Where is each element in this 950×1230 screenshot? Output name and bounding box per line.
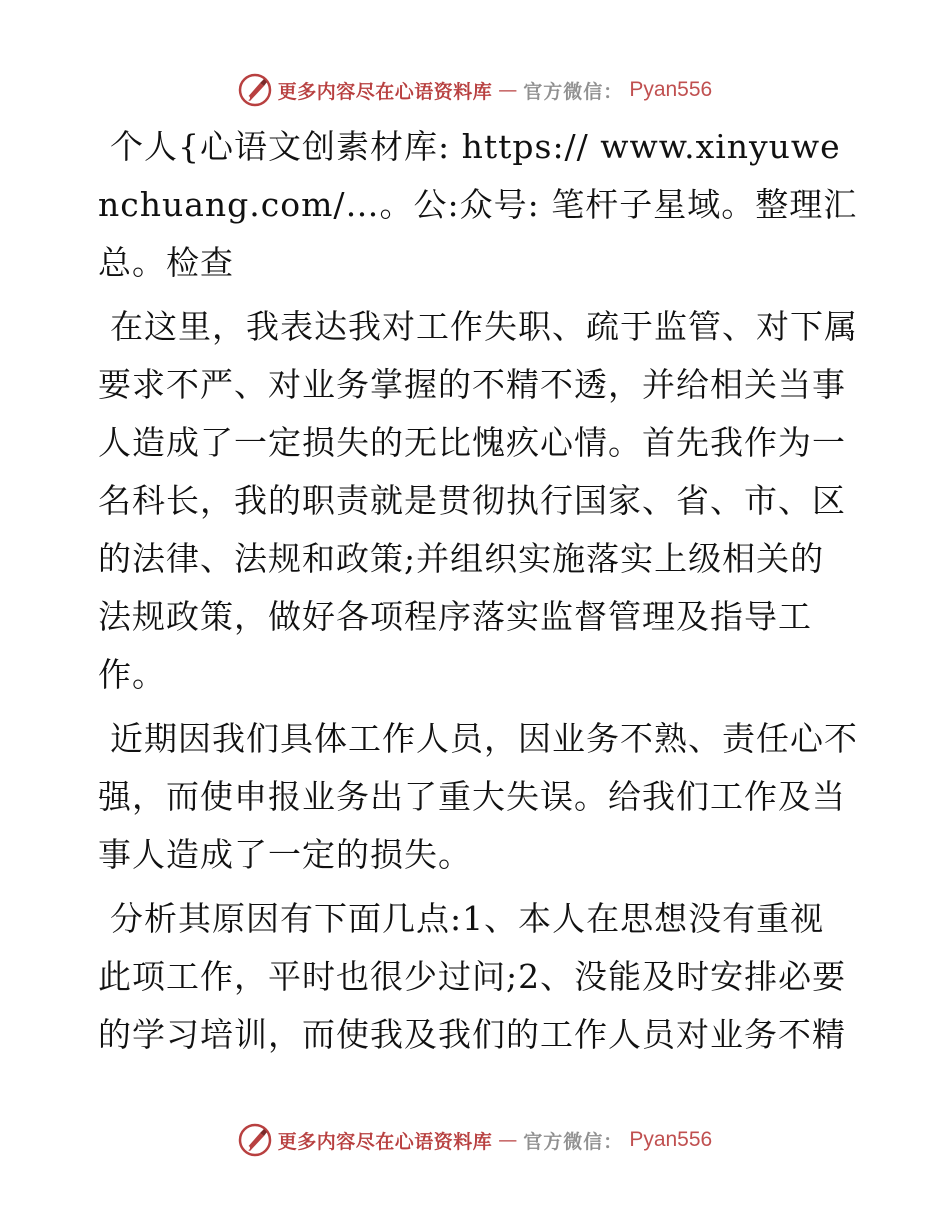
banner-title: 更多内容尽在心语资料库 bbox=[277, 80, 493, 103]
paragraph-text: 近期因我们具体工作人员，因业务不熟、责任心不强，而使申报业务出了重大失误。给我们工作及当事人造成了一定的损失。 bbox=[98, 719, 858, 874]
paragraph-source-note bbox=[98, 118, 858, 292]
paragraph-analysis bbox=[98, 890, 858, 1064]
pen-logo-icon bbox=[238, 1123, 272, 1157]
banner-wechat-label: 官方微信： bbox=[523, 1130, 624, 1153]
banner-wechat-id: Pyan556 bbox=[629, 1128, 713, 1151]
banner-title: 更多内容尽在心语资料库 bbox=[277, 1130, 493, 1153]
document-body bbox=[98, 118, 858, 1070]
paragraph-apology bbox=[98, 298, 858, 704]
banner-separator: — bbox=[498, 1129, 518, 1151]
paragraph-incident bbox=[98, 710, 858, 884]
pen-logo-icon bbox=[238, 73, 272, 107]
banner-wechat-id: Pyan556 bbox=[629, 78, 713, 101]
banner-separator: — bbox=[498, 79, 518, 101]
paragraph-text: 分析其原因有下面几点:1、本人在思想没有重视此项工作，平时也很少过问;2、没能及时安排必要的学习培训，而使我及我们的工作人员对业务不精 bbox=[98, 899, 847, 1054]
banner-wechat-label: 官方微信： bbox=[523, 80, 624, 103]
footer-banner bbox=[0, 1120, 950, 1160]
header-banner bbox=[0, 70, 950, 110]
paragraph-text: 个人{心语文创素材库: https:// www.xinyuwenchuang.com/…。公:众号: 笔杆子星域。整理汇总。检查 bbox=[98, 127, 858, 282]
paragraph-text: 在这里，我表达我对工作失职、疏于监管、对下属要求不严、对业务掌握的不精不透，并给相关当事人造成了一定损失的无比愧疚心情。首先我作为一名科长，我的职责就是贯彻执行国家、省、市、区的法律、法规和政策;并组织实施落实上级相关的法规政策，做好各项程序落实监督管理及指导工作。 bbox=[98, 307, 858, 694]
